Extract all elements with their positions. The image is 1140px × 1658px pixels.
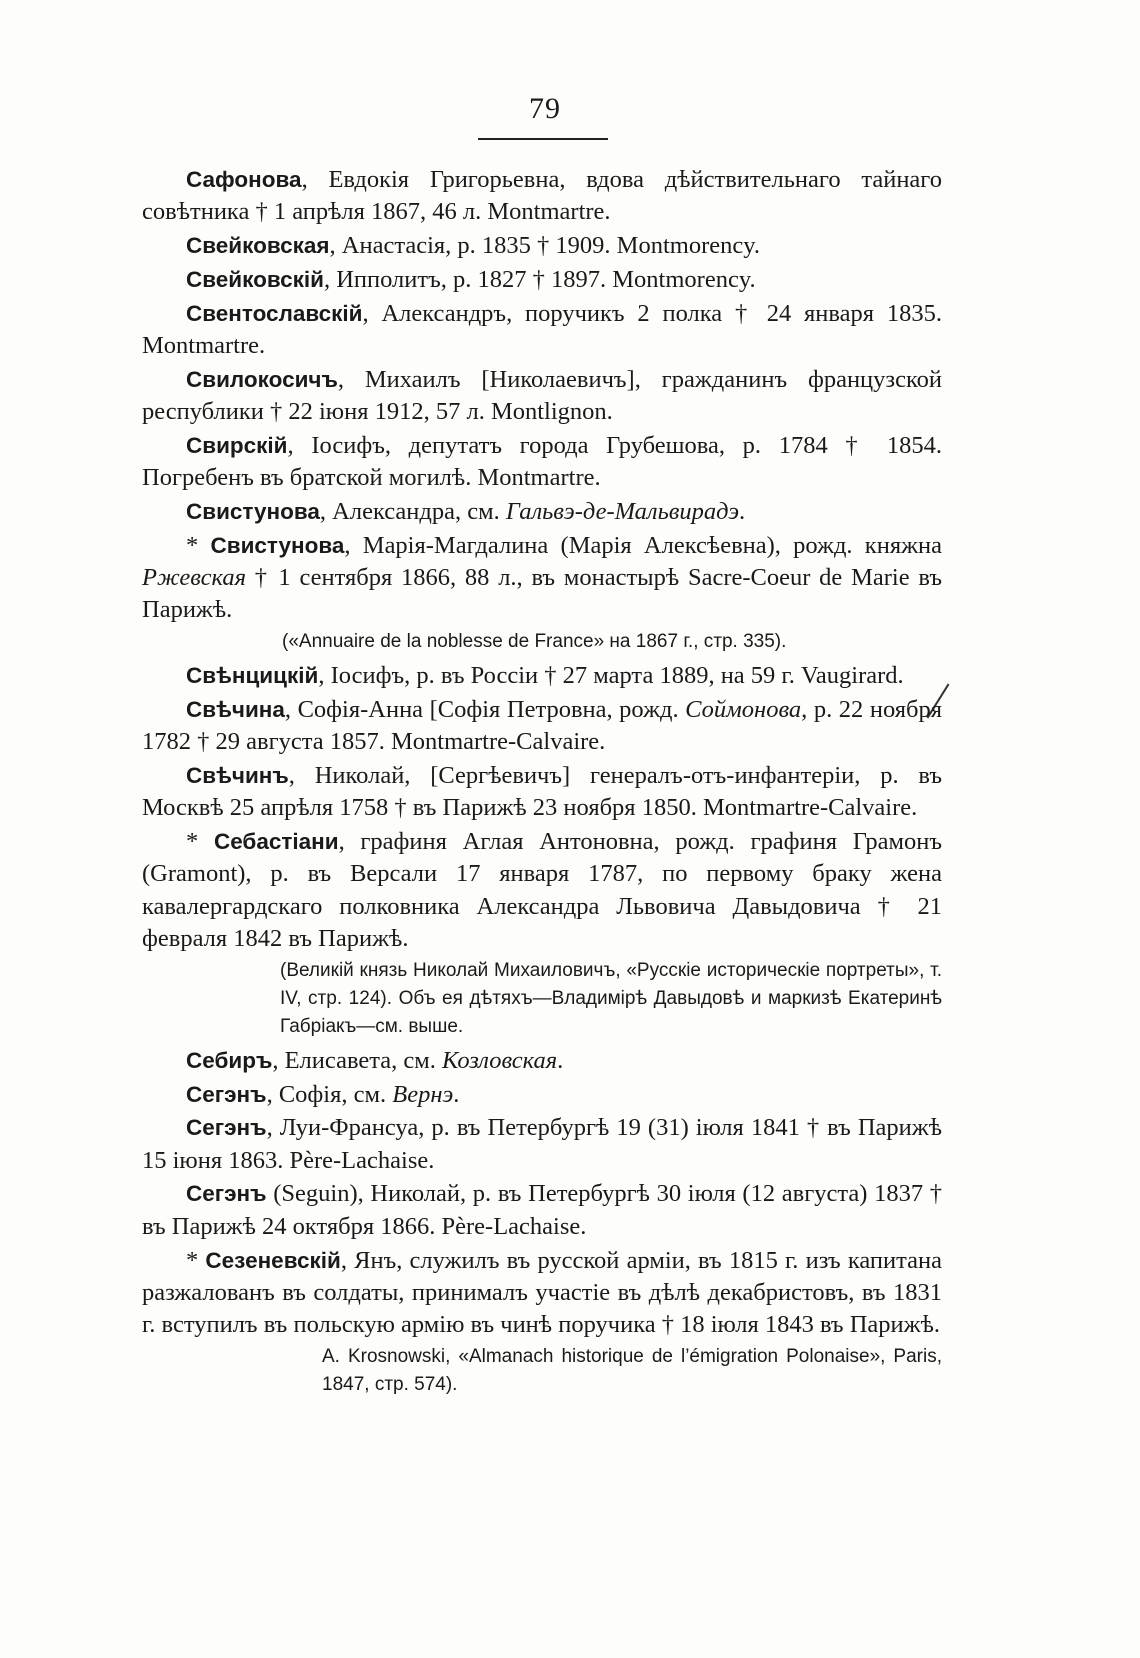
entry-segen-lui [142,1112,942,1177]
entry-sebastiani [142,826,942,956]
entry-name: Себиръ [186,1047,273,1073]
entry-after: . [557,1046,564,1074]
entry-segen-nikolay [142,1178,942,1243]
entry-after: , р. 22 ноября 1782 † 29 августа 1857. Montmartre-Calvaire. [142,695,942,756]
entry-name: Свентославскій [186,300,363,326]
entry-sventsitskiy [142,660,942,692]
entry-sveykovskaya [142,230,942,262]
entry-text: , Николай, [Сергѣевичъ] генералъ-отъ-инфантеріи, р. въ Москвѣ 25 апрѣля 1758 † въ Парижѣ 23 ноября 1850. Montmartre-Calvaire. [142,761,942,822]
entry-italic: Соймонова [685,695,802,723]
entry-svechin [142,760,942,825]
entry-sveykovskiy [142,264,942,296]
entry-text: (Seguin), Николай, р. въ Петербургѣ 30 іюля (12 августа) 1837 † въ Парижѣ 24 октября 1866. Père-Lachaise. [142,1180,942,1240]
entry-svistunova-aleksandra [142,496,942,528]
entry-italic: Козловская [442,1046,558,1074]
source-krosnowski: A. Krosnowski, «Almanach historique de l’émigration Polonaise», Paris, 1847, стр. 574). [322,1346,942,1396]
entry-name: Свистунова [186,498,320,524]
entry-after: . [453,1080,460,1108]
entry-italic: Гальвэ-де-Мальвирадэ [505,497,740,525]
entry-text: , Анастасія, р. 1835 † 1909. Montmorency. [329,232,761,260]
entry-prefix: * [186,827,214,855]
entry-text: , Евдокія Григорьевна, вдова дѣйствительнаго тайнаго совѣтника † 1 апрѣля 1867, 46 л. Montmartre. [142,166,942,226]
entry-svechina [142,694,942,759]
entry-svirskiy [142,430,942,495]
entry-svistunova-mariya [142,530,942,627]
entry-text: , Софія-Анна [Софія Петровна, рожд. [284,695,686,723]
entry-safonova [142,164,942,229]
entry-after: . [739,497,746,525]
entry-name: Сегэнъ [186,1115,267,1141]
entry-sebir [142,1045,942,1077]
entry-name: Свѣнцицкій [186,663,319,689]
entry-name: Сегэнъ [186,1081,267,1107]
entry-text: , Михаилъ [Николаевичъ], гражданинъ французской республики † 22 іюня 1912, 57 л. Montlignon. [142,365,942,426]
entry-name: Себастіани [213,828,339,854]
entry-text: , графиня Аглая Антоновна, рожд. графиня Грамонъ (Gramont), р. въ Версали 17 января 1787, по первому браку жена кавалергардскаго полковника Александра Львовича Давыдовича † 21 февраля 1842 въ Парижѣ. [142,827,942,953]
entry-text: , Елисавета, см. [272,1046,443,1074]
entry-name: Свирскій [186,432,288,458]
entry-text: , Софія, см. [266,1080,393,1108]
entry-italic: Ржевская [142,563,246,591]
entry-sventoslavskiy [142,298,942,363]
page-number: 79 [529,92,561,125]
entry-segen-sofiya [142,1079,942,1111]
entry-name: Сегэнъ [186,1181,267,1207]
page-number-rule [478,138,608,140]
entry-name: Свилокосичъ [186,366,338,392]
entry-text: , Іосифъ, депутатъ города Грубешова, р. 1784 † 1854. Погребенъ въ братской могилѣ. Montmartre. [142,431,942,492]
entry-after: † 1 сентября 1866, 88 л., въ монастырѣ Sacre-Coeur de Marie въ Парижѣ. [142,563,942,624]
entry-name: Свейковскій [186,266,324,292]
entry-text: , Александра, см. [319,497,506,525]
page-body [142,164,942,1403]
entry-text: , Ипполитъ, р. 1827 † 1897. Montmorency. [323,265,756,293]
entry-name: Сезеневскій [205,1247,341,1273]
entry-text: , Марія-Магдалина (Марія Алексѣевна), рожд. княжна [344,531,942,559]
entry-svilokosich [142,364,942,429]
source-annuaire: («Annuaire de la noblesse de France» на 1867 г., стр. 335). [282,631,787,653]
entry-italic: Вернэ [392,1080,454,1108]
entry-name: Свистунова [210,532,345,558]
source-velikiy-knyaz: (Великій князь Николай Михаиловичъ, «Русскіе историческіе портреты», т. IV, стр. 124). Объ ея дѣтяхъ—Владимірѣ Давыдовѣ и маркизѣ Екатеринѣ Габріакъ—см. выше. [280,959,942,1037]
entry-prefix: * [186,1246,206,1274]
entry-text: , Іосифъ, р. въ Россіи † 27 марта 1889, на 59 г. Vaugirard. [318,662,904,690]
entry-text: , Янъ, служилъ въ русской арміи, въ 1815 г. изъ капитана разжалованъ въ солдаты, принималъ участіе въ дѣлѣ декабристовъ, въ 1831 г. вступилъ въ польскую армію въ чинѣ поручика † 18 іюля 1843 въ Парижѣ. [142,1246,942,1339]
entry-name: Свѣчинъ [186,762,289,788]
entry-sezenevskiy [142,1245,942,1342]
entry-name: Свейковская [186,233,330,259]
entry-name: Сафонова [186,167,302,192]
entry-text: , Луи-Франсуа, р. въ Петербургѣ 19 (31) іюля 1841 † въ Парижѣ 15 іюня 1863. Père-Lachaise. [142,1114,942,1174]
entry-prefix: * [186,531,211,559]
entry-text: , Александръ, поручикъ 2 полка † 24 января 1835. Montmartre. [142,299,942,359]
entry-name: Свѣчина [186,696,285,722]
